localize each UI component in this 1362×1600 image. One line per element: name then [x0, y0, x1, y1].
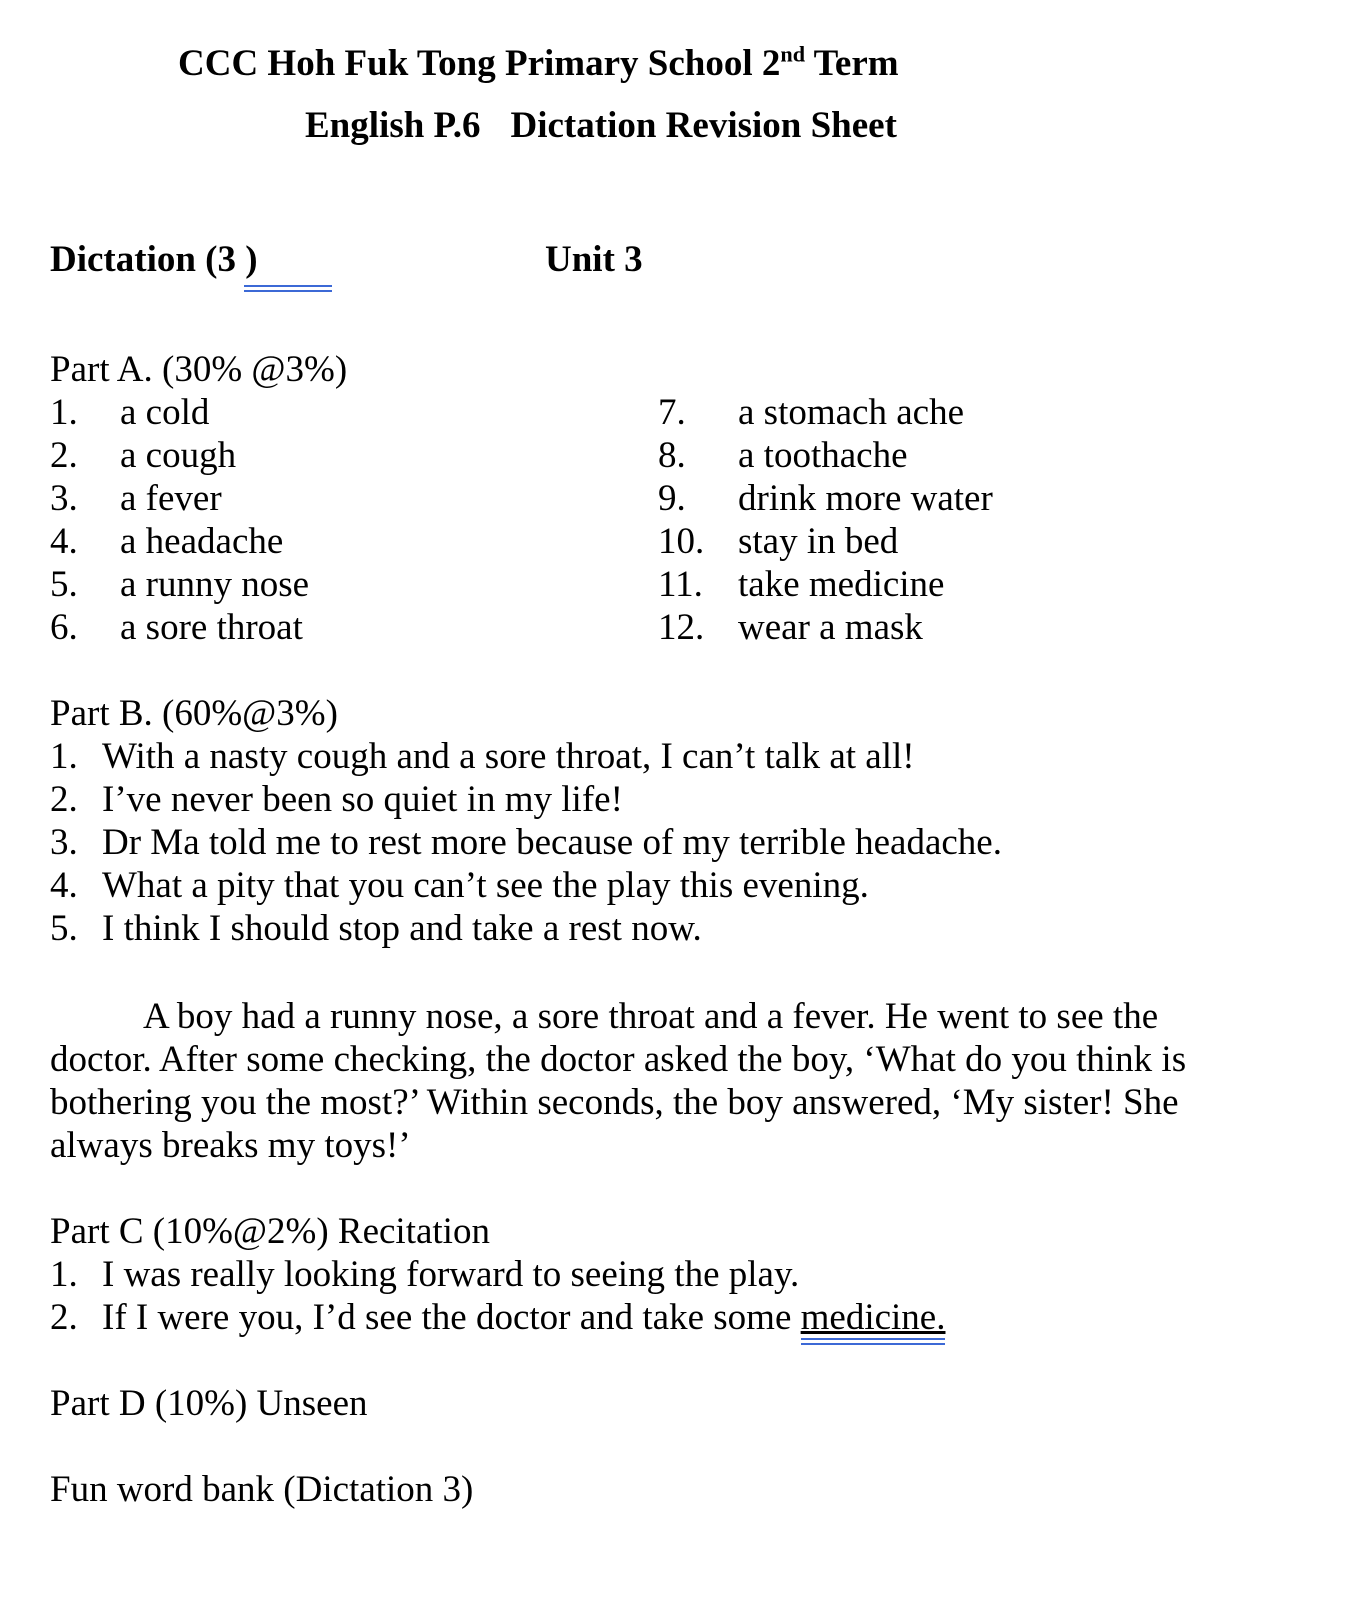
item-number: 6. [50, 607, 78, 648]
item-number: 11. [658, 564, 703, 605]
item-text: a fever [120, 478, 222, 519]
item-text: I was really looking forward to seeing the play. [102, 1254, 800, 1295]
part-c-heading: Part C (10%@2%) Recitation [50, 1211, 490, 1252]
item-number: 3. [50, 822, 78, 863]
item-text: stay in bed [738, 521, 899, 562]
item-text: With a nasty cough and a sore throat, I can’t talk at all! [102, 736, 915, 777]
part-a-right-item [658, 391, 964, 434]
part-a-right-item [658, 606, 923, 649]
part-c-item [50, 1253, 1312, 1296]
item-number: 1. [50, 736, 78, 777]
item-text: a runny nose [120, 564, 310, 605]
part-b-item [50, 778, 1312, 821]
item-number: 9. [658, 478, 686, 519]
item-text: Dr Ma told me to rest more because of my terrible headache. [102, 822, 1002, 863]
ordinal-superscript: nd [780, 41, 806, 67]
item-number: 2. [50, 435, 78, 476]
part-a-row [50, 563, 1312, 606]
school-title-text: CCC Hoh Fuk Tong Primary School 2 [178, 43, 781, 84]
sheet-title-subject: English P.6 [305, 105, 481, 146]
item-text: a cold [120, 392, 210, 433]
sheet-title [305, 104, 1312, 147]
paragraph-line: A boy had a runny nose, a sore throat and a fever. He went to see the [143, 996, 1159, 1037]
item-number: 12. [658, 607, 705, 648]
item-text: a toothache [738, 435, 908, 476]
part-a-row [50, 606, 1312, 649]
school-title [178, 42, 1312, 85]
paragraph-line: always breaks my toys!’ [50, 1125, 411, 1166]
item-text: a headache [120, 521, 284, 562]
item-number: 10. [658, 521, 705, 562]
grammar-double-underline [244, 285, 332, 292]
item-text: drink more water [738, 478, 993, 519]
item-text: wear a mask [738, 607, 923, 648]
item-number: 1. [50, 1254, 78, 1295]
part-c-item [50, 1296, 1312, 1339]
underlined-word: medicine. [800, 1297, 946, 1338]
part-a-right-item [658, 477, 993, 520]
paragraph-line: bothering you the most?’ Within seconds, the boy answered, ‘My sister! She [50, 1082, 1179, 1123]
item-text: What a pity that you can’t see the play this evening. [102, 865, 869, 906]
item-number: 7. [658, 392, 686, 433]
unit-label: Unit 3 [545, 239, 643, 280]
part-a-row [50, 477, 1312, 520]
item-text: I think I should stop and take a rest now. [102, 908, 702, 949]
dictation-unit-row [50, 238, 1312, 281]
part-a-row [50, 434, 1312, 477]
part-b-item [50, 821, 1312, 864]
part-a-heading: Part A. (30% @3%) [50, 349, 348, 390]
fun-word-bank-heading: Fun word bank (Dictation 3) [50, 1469, 474, 1510]
part-a-right-item [658, 520, 898, 563]
item-text: a cough [120, 435, 237, 476]
item-text: a stomach ache [738, 392, 964, 433]
item-number: 3. [50, 478, 78, 519]
item-number: 4. [50, 521, 78, 562]
item-text: I’ve never been so quiet in my life! [102, 779, 623, 820]
part-b-item [50, 735, 1312, 778]
item-number: 5. [50, 564, 78, 605]
item-text: take medicine [738, 564, 945, 605]
part-d-heading: Part D (10%) Unseen [50, 1383, 368, 1424]
part-b-item [50, 907, 1312, 950]
part-a-row [50, 520, 1312, 563]
item-number: 1. [50, 392, 78, 433]
school-title-term: Term [805, 43, 899, 84]
item-number: 2. [50, 779, 78, 820]
part-b-heading: Part B. (60%@3%) [50, 693, 338, 734]
part-b-item [50, 864, 1312, 907]
item-number: 4. [50, 865, 78, 906]
paragraph-line: doctor. After some checking, the doctor asked the boy, ‘What do you think is [50, 1039, 1187, 1080]
item-text: If I were you, I’d see the doctor and take some [102, 1297, 801, 1338]
part-a-row [50, 391, 1312, 434]
item-number: 5. [50, 908, 78, 949]
dictation-number-label: Dictation (3 ) [50, 239, 258, 280]
sheet-title-name: Dictation Revision Sheet [510, 105, 897, 146]
item-text: a sore throat [120, 607, 303, 648]
item-number: 2. [50, 1297, 78, 1338]
item-number: 8. [658, 435, 686, 476]
story-paragraph [50, 995, 1312, 1167]
part-a-right-item [658, 563, 944, 606]
part-a-right-item [658, 434, 908, 477]
